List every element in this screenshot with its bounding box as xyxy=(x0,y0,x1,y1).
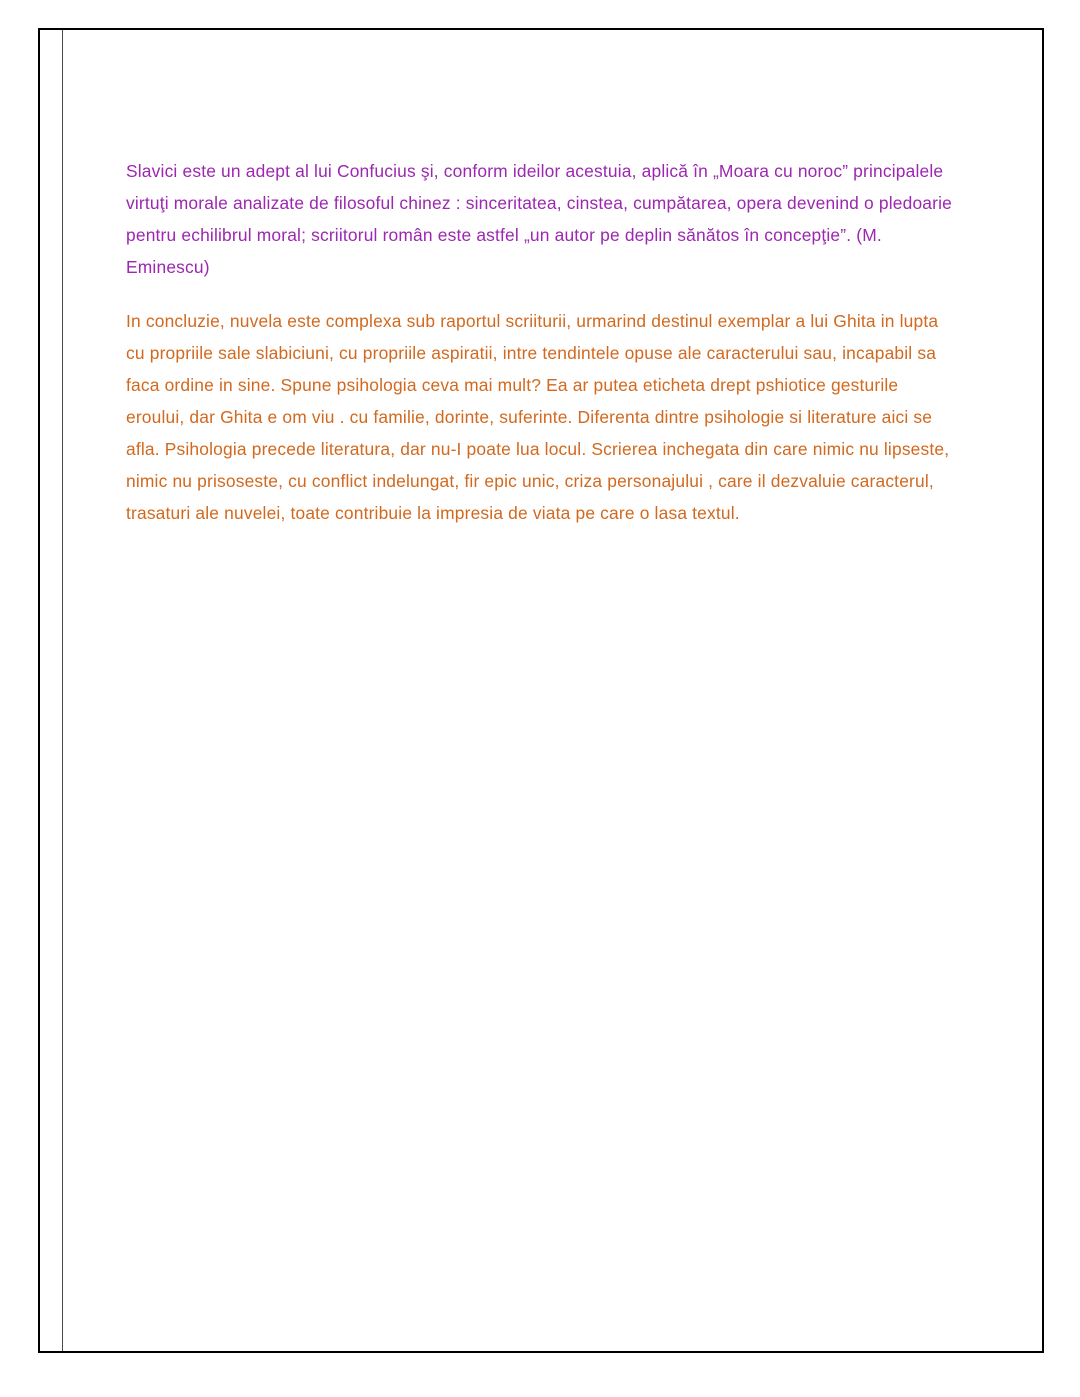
document-body xyxy=(126,155,956,549)
paragraph-confucius: Slavici este un adept al lui Confucius şi, conform ideilor acestuia, aplică în „Moara cu noroc” principalele virtuţi morale analizate de filosoful chinez : sinceritatea, cinstea, cumpătarea, opera devenind o pledoarie pentru echilibrul moral; scriitorul român este astfel „un autor pe deplin sănătos în concepţie”. (M. Eminescu) xyxy=(126,161,952,277)
paragraph-concluzie: In concluzie, nuvela este complexa sub raportul scriiturii, urmarind destinul exemplar a lui Ghita in lupta cu propriile sale slabiciuni, cu propriile aspiratii, intre tendintele opuse ale caracterului sau, incapabil sa faca ordine in sine. Spune psihologia ceva mai mult? Ea ar putea eticheta drept pshiotice gesturile eroului, dar Ghita e om viu . cu familie, dorinte, suferinte. Diferenta dintre psihologie si literature aici se afla. Psihologia precede literatura, dar nu-I poate lua locul. Scrierea inchegata din care nimic nu lipseste, nimic nu prisoseste, cu conflict indelungat, fir epic unic, criza personajului , care il dezvaluie caracterul, trasaturi ale nuvelei, toate contribuie la impresia de viata pe care o lasa textul. xyxy=(126,311,950,523)
page-border xyxy=(38,28,1044,1353)
